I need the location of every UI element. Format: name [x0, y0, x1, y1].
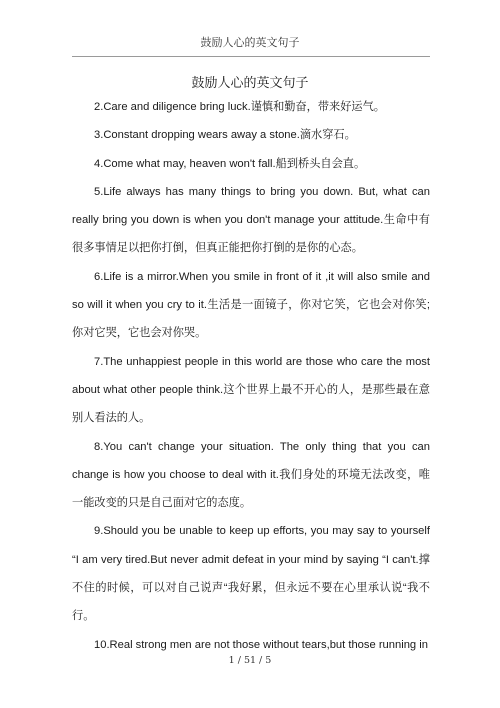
sentence-paragraph-9: 9.Should you be unable to keep up efforts, you may say to yourself “I am very tired.But never admit defeat in your mind by saying “I can't.撑不住的时候，可以对自己说声“我好累，但永远不要在心里承认说“我不行。	[72, 525, 430, 623]
page-number: 1 / 51 / 5	[228, 655, 272, 666]
document-title: 鼓励人心的英文句子	[191, 76, 309, 91]
sentence-paragraph-8: 8.You can't change your situation. The only thing that you can change is how you choose to deal with it.我们身处的环境无法改变，唯一能改变的只是自己面对它的态度。	[72, 440, 430, 510]
document-body	[72, 93, 430, 659]
page-header: 鼓励人心的英文句子	[200, 36, 300, 49]
sentence-paragraph-4: 4.Come what may, heaven won't fall.船到桥头自会直。	[94, 157, 366, 170]
header-divider	[72, 56, 430, 57]
sentence-paragraph-7: 7.The unhappiest people in this world are those who care the most about what other people think.这个世界上最不开心的人，是那些最在意别人看法的人。	[72, 355, 430, 425]
sentence-paragraph-6: 6.Life is a mirror.When you smile in front of it ,it will also smile and so will it when you cry to it.生活是一面镜子，你对它笑，它也会对你笑;你对它哭，它也会对你哭。	[72, 270, 430, 340]
sentence-paragraph-10: 10.Real strong men are not those without tears,but those running in	[94, 638, 428, 651]
sentence-paragraph-5: 5.Life always has many things to bring you down. But, what can really bring you down is when you don't manage your attitude.生命中有很多事情足以把你打倒，但真正能把你打倒的是你的心态。	[72, 185, 430, 255]
sentence-paragraph-2: 2.Care and diligence bring luck.谨慎和勤奋，带来好运气。	[94, 101, 385, 113]
sentence-paragraph-3: 3.Constant dropping wears away a stone.滴水穿石。	[94, 129, 356, 142]
